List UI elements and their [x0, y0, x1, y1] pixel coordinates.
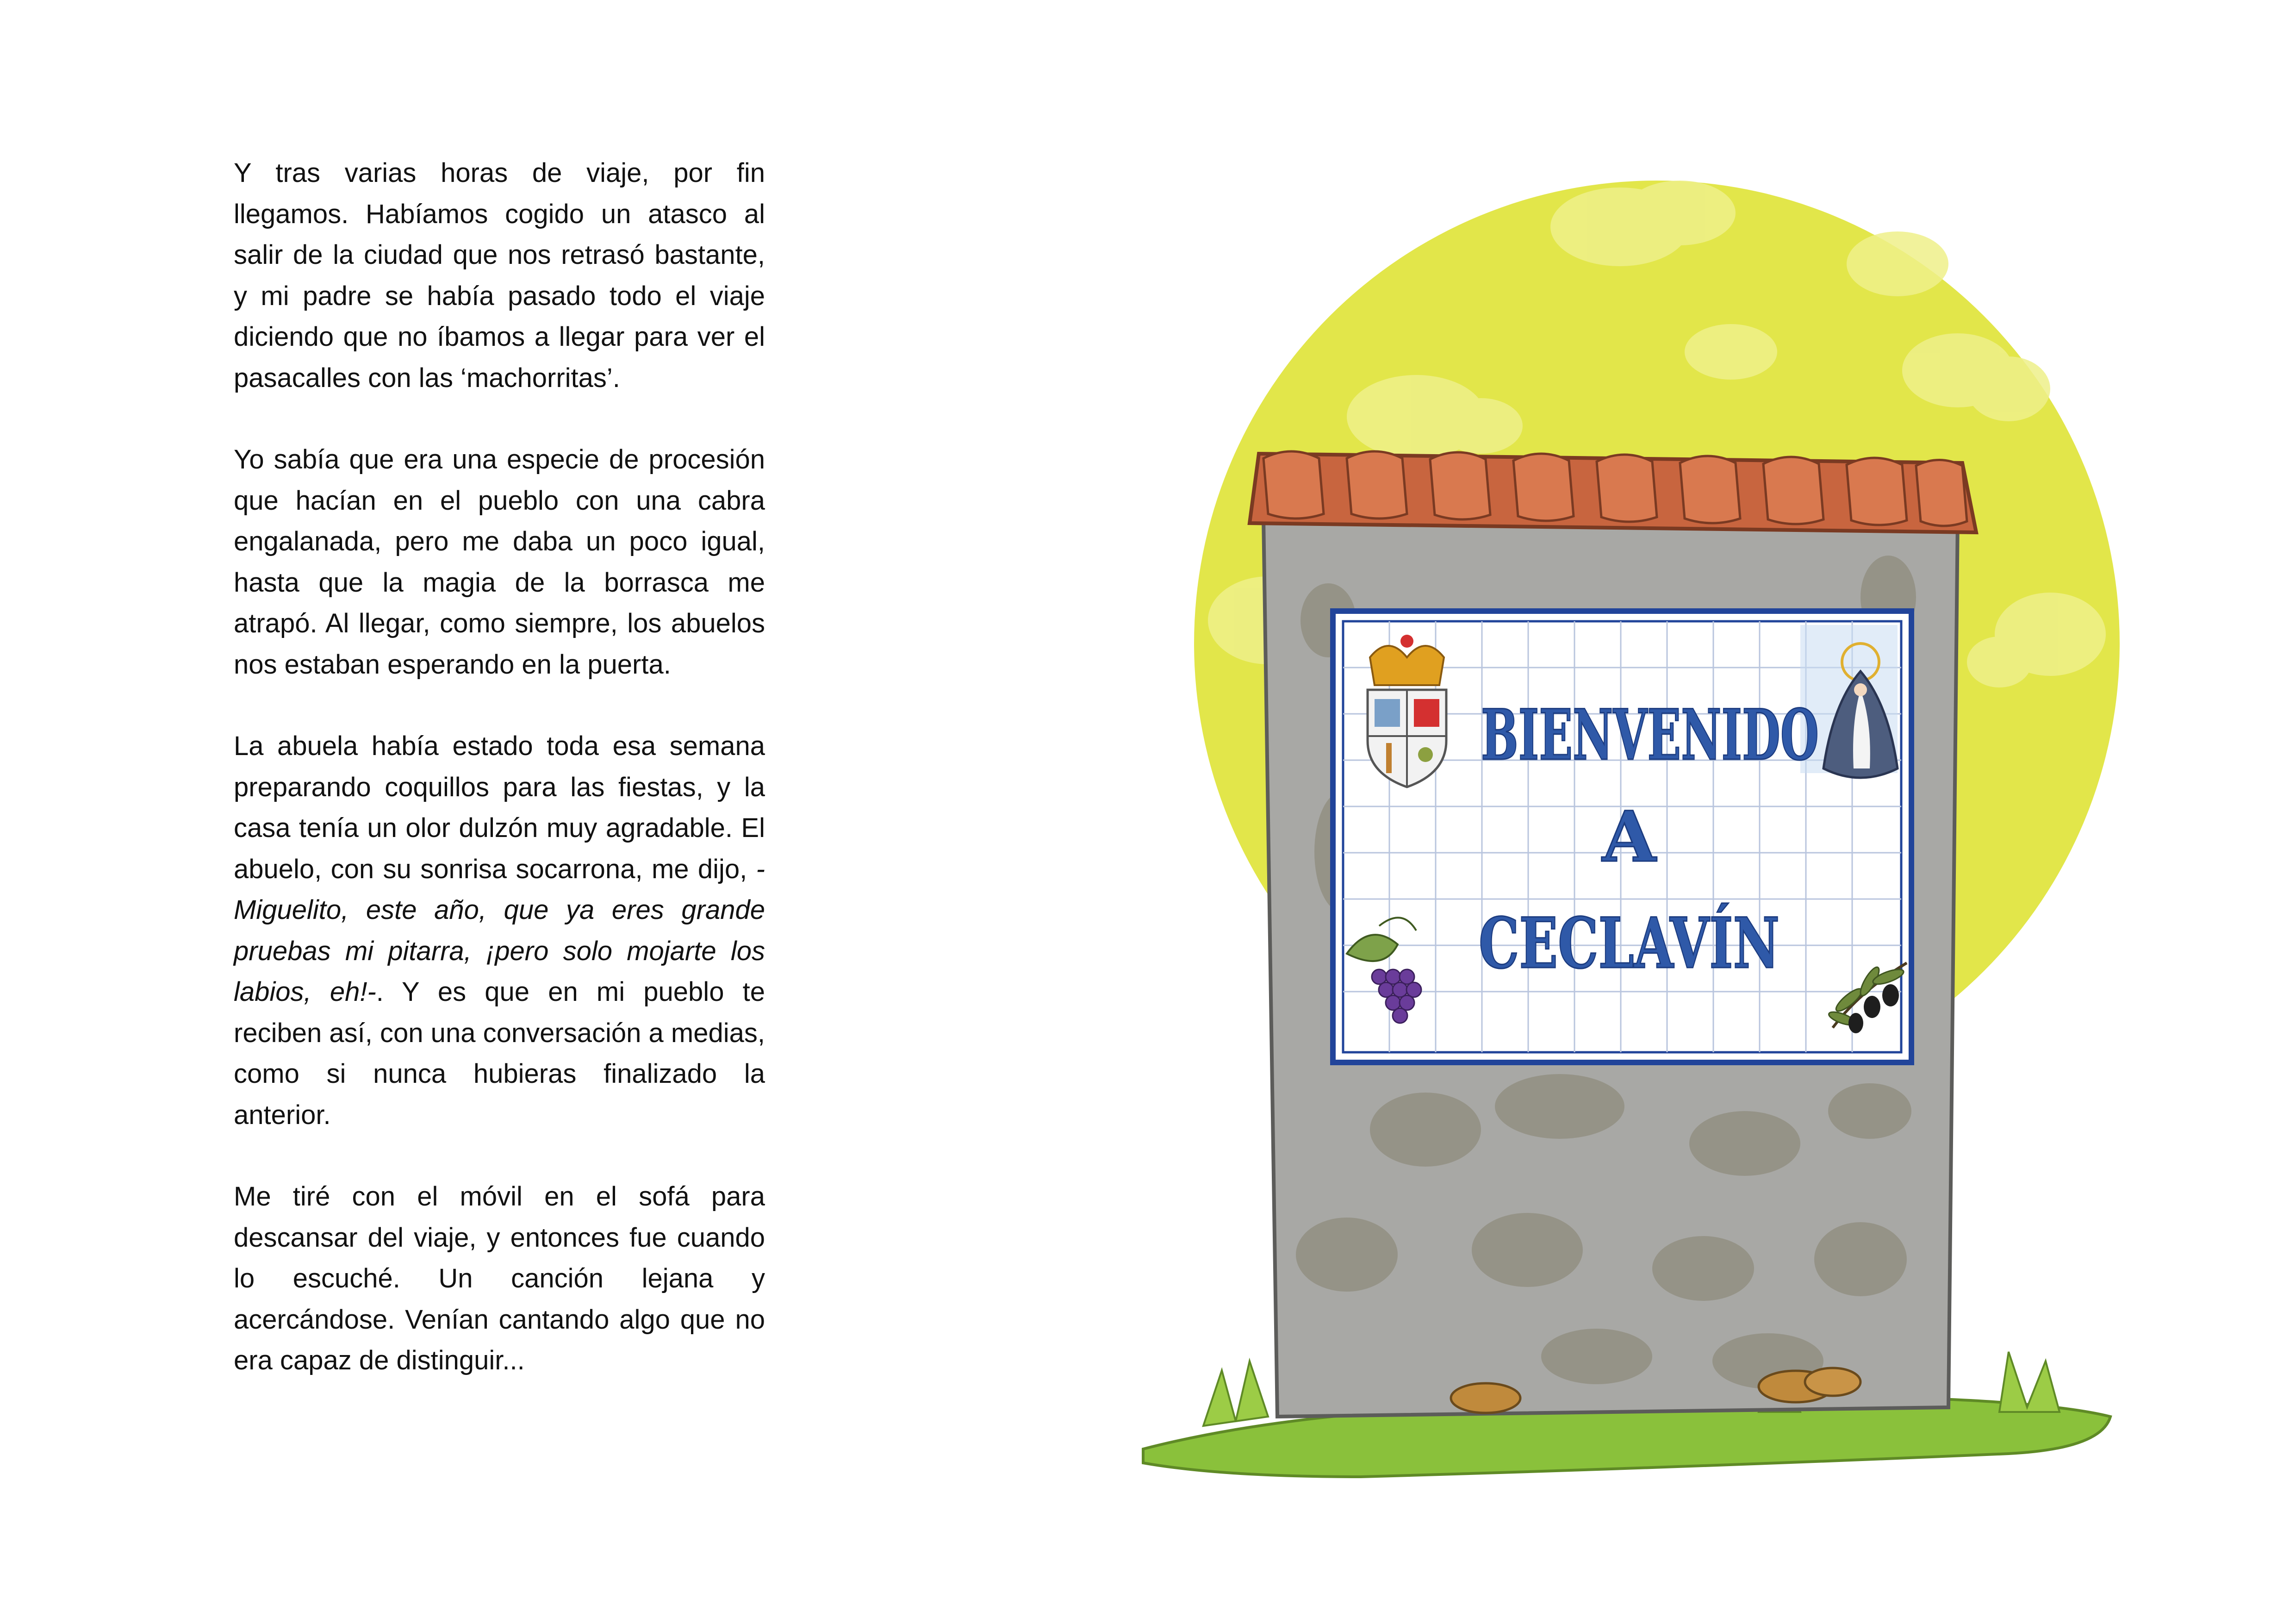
story-paragraph-3-end: . Y es que en mi pueblo te reciben así, con una conversación a medias, como si nunca hubieras finalizado la anterior.: [234, 977, 765, 1130]
roof-tiles: [1250, 451, 1976, 532]
welcome-tile-sign: [1333, 611, 1911, 1062]
story-paragraph-3: [234, 726, 765, 1136]
story-paragraph-4: Me tiré con el móvil en el sofá para descansar del viaje, y entonces fue cuando lo escuché. Un canción lejana y acercándose. Venían cantando algo que no era capaz de distinguir...: [234, 1181, 765, 1375]
story-paragraph-3-start: La abuela había estado toda esa semana preparando coquillos para las fiestas, y la casa tenía un olor dulzón muy agradable. El abuelo, con su sonrisa socarrona, me dijo,: [234, 731, 765, 884]
story-text: [234, 153, 765, 1422]
welcome-sign-illustration: [1129, 157, 2166, 1491]
sign-line-a: A: [1602, 796, 1656, 878]
sign-line-ceclavin: CECLAVÍN: [1479, 903, 1780, 984]
story-paragraph-1: Y tras varias horas de viaje, por fin llegamos. Habíamos cogido un atasco al salir de la ciudad que nos retrasó bastante, y mi padre se había pasado todo el viaje diciendo que no íbamos a llegar para ver el pasacalles con las ‘machorritas’.: [234, 158, 765, 393]
coat-of-arms-icon: [1368, 635, 1446, 787]
grandfather-quote: -Miguelito, este año, que ya eres grande pruebas mi pitarra, ¡pero solo mojarte los labios, eh!-: [234, 854, 765, 1007]
sign-line-bienvenido: BIENVENIDO: [1481, 694, 1819, 776]
story-paragraph-2: Yo sabía que era una especie de procesión que hacían en el pueblo con una cabra engalanada, pero me daba un poco igual, hasta que la magia de la borrasca me atrapó. Al llegar, como siempre, los abuelos nos estaban esperando en la puerta.: [234, 444, 765, 680]
